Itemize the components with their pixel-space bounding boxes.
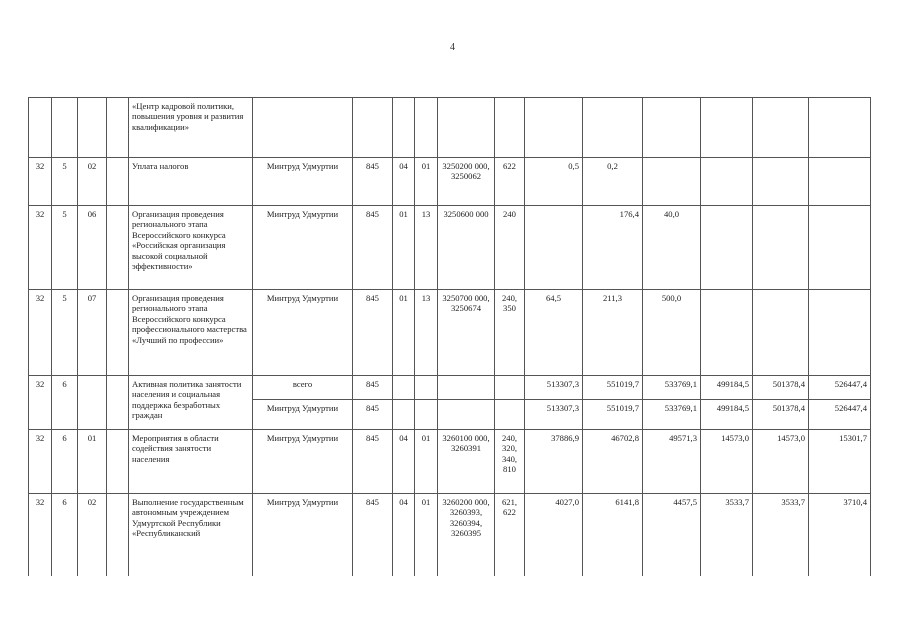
csr-cell: 3260100 000, 3260391 [438, 430, 495, 494]
table-row [29, 98, 871, 158]
pr-cell: 01 [415, 158, 438, 206]
value-cell: 14573,0 [701, 430, 753, 494]
value-cell: 499184,5 [701, 400, 753, 430]
grbs-cell: 845 [353, 400, 393, 430]
om-cell: 02 [78, 158, 107, 206]
m-cell [107, 98, 129, 158]
rz-cell: 04 [393, 158, 415, 206]
value-cell: 513307,3 [525, 400, 583, 430]
gp-cell: 32 [29, 494, 52, 576]
name-cell: Организация проведения регионального этапа Всероссийского конкурса «Российская организация высокой социальной эффективности» [129, 206, 253, 290]
value-cell [583, 98, 643, 158]
table-row [29, 158, 871, 206]
om-cell [78, 98, 107, 158]
pp-cell: 5 [52, 290, 78, 376]
value-cell: 4027,0 [525, 494, 583, 576]
gp-cell [29, 98, 52, 158]
value-cell: 501378,4 [753, 376, 809, 400]
csr-cell: 3250600 000 [438, 206, 495, 290]
table-row [29, 376, 871, 400]
value-cell [701, 158, 753, 206]
resp-cell: Минтруд Удмуртии [253, 206, 353, 290]
grbs-cell: 845 [353, 206, 393, 290]
value-cell [753, 206, 809, 290]
vr-cell [495, 98, 525, 158]
pp-cell: 6 [52, 376, 78, 430]
grbs-cell: 845 [353, 158, 393, 206]
resp-cell: Минтруд Удмуртии [253, 290, 353, 376]
value-cell [753, 158, 809, 206]
vr-cell: 622 [495, 158, 525, 206]
grbs-cell [353, 98, 393, 158]
rz-cell: 04 [393, 430, 415, 494]
rz-cell: 04 [393, 494, 415, 576]
value-cell: 0,2 [583, 158, 643, 206]
vr-cell: 621, 622 [495, 494, 525, 576]
value-cell: 499184,5 [701, 376, 753, 400]
pr-cell: 13 [415, 290, 438, 376]
m-cell [107, 376, 129, 430]
value-cell: 37886,9 [525, 430, 583, 494]
grbs-cell: 845 [353, 430, 393, 494]
name-cell: Уплата налогов [129, 158, 253, 206]
value-cell: 4457,5 [643, 494, 701, 576]
m-cell [107, 494, 129, 576]
value-cell [753, 290, 809, 376]
csr-cell [438, 400, 495, 430]
resp-cell: всего [253, 376, 353, 400]
vr-cell [495, 400, 525, 430]
gp-cell: 32 [29, 290, 52, 376]
pp-cell: 5 [52, 206, 78, 290]
value-cell: 533769,1 [643, 400, 701, 430]
value-cell: 533769,1 [643, 376, 701, 400]
m-cell [107, 206, 129, 290]
value-cell: 46702,8 [583, 430, 643, 494]
value-cell: 0,5 [525, 158, 583, 206]
value-cell [643, 158, 701, 206]
value-cell: 513307,3 [525, 376, 583, 400]
vr-cell: 240, 350 [495, 290, 525, 376]
csr-cell [438, 376, 495, 400]
value-cell: 551019,7 [583, 376, 643, 400]
value-cell: 15301,7 [809, 430, 871, 494]
value-cell [643, 98, 701, 158]
m-cell [107, 290, 129, 376]
pr-cell [415, 376, 438, 400]
value-cell: 526447,4 [809, 376, 871, 400]
rz-cell: 01 [393, 206, 415, 290]
resp-cell: Минтруд Удмуртии [253, 400, 353, 430]
pp-cell [52, 98, 78, 158]
name-cell: Активная политика занятости населения и социальная поддержка безработных граждан [129, 376, 253, 430]
value-cell: 176,4 [583, 206, 643, 290]
value-cell: 211,3 [583, 290, 643, 376]
value-cell: 3533,7 [753, 494, 809, 576]
gp-cell: 32 [29, 158, 52, 206]
table-row [29, 290, 871, 376]
resp-cell: Минтруд Удмуртии [253, 158, 353, 206]
gp-cell: 32 [29, 206, 52, 290]
value-cell [809, 290, 871, 376]
value-cell: 526447,4 [809, 400, 871, 430]
value-cell: 14573,0 [753, 430, 809, 494]
om-cell: 02 [78, 494, 107, 576]
table-row [29, 494, 871, 576]
rz-cell [393, 400, 415, 430]
value-cell: 3710,4 [809, 494, 871, 576]
csr-cell [438, 98, 495, 158]
table-row [29, 206, 871, 290]
rz-cell [393, 98, 415, 158]
value-cell [809, 158, 871, 206]
value-cell [753, 98, 809, 158]
rz-cell: 01 [393, 290, 415, 376]
resp-cell: Минтруд Удмуртии [253, 430, 353, 494]
page-number: 4 [450, 42, 455, 53]
csr-cell: 3250200 000, 3250062 [438, 158, 495, 206]
m-cell [107, 430, 129, 494]
name-cell: Организация проведения регионального этапа Всероссийского конкурса профессионального мастерства «Лучший по профессии» [129, 290, 253, 376]
value-cell: 64,5 [525, 290, 583, 376]
value-cell: 500,0 [643, 290, 701, 376]
grbs-cell: 845 [353, 290, 393, 376]
resp-cell: Минтруд Удмуртии [253, 494, 353, 576]
csr-cell: 3260200 000, 3260393, 3260394, 3260395 [438, 494, 495, 576]
gp-cell: 32 [29, 430, 52, 494]
pp-cell: 6 [52, 430, 78, 494]
pr-cell: 13 [415, 206, 438, 290]
pr-cell: 01 [415, 430, 438, 494]
resp-cell [253, 98, 353, 158]
pp-cell: 5 [52, 158, 78, 206]
name-cell: Мероприятия в области содействия занятости населения [129, 430, 253, 494]
vr-cell: 240, 320, 340, 810 [495, 430, 525, 494]
value-cell [525, 206, 583, 290]
om-cell [78, 376, 107, 430]
value-cell [525, 98, 583, 158]
om-cell: 06 [78, 206, 107, 290]
value-cell [701, 98, 753, 158]
rz-cell [393, 376, 415, 400]
pr-cell: 01 [415, 494, 438, 576]
om-cell: 07 [78, 290, 107, 376]
value-cell: 6141,8 [583, 494, 643, 576]
pp-cell: 6 [52, 494, 78, 576]
gp-cell: 32 [29, 376, 52, 430]
vr-cell [495, 376, 525, 400]
grbs-cell: 845 [353, 376, 393, 400]
pr-cell [415, 98, 438, 158]
value-cell [809, 98, 871, 158]
value-cell [701, 290, 753, 376]
value-cell: 49571,3 [643, 430, 701, 494]
csr-cell: 3250700 000, 3250674 [438, 290, 495, 376]
table-row [29, 430, 871, 494]
value-cell: 551019,7 [583, 400, 643, 430]
budget-table [28, 97, 871, 576]
grbs-cell: 845 [353, 494, 393, 576]
value-cell [809, 206, 871, 290]
value-cell: 3533,7 [701, 494, 753, 576]
value-cell: 501378,4 [753, 400, 809, 430]
name-cell: Выполнение государственным автономным учреждением Удмуртской Республики «Республиканский [129, 494, 253, 576]
value-cell: 40,0 [643, 206, 701, 290]
om-cell: 01 [78, 430, 107, 494]
vr-cell: 240 [495, 206, 525, 290]
m-cell [107, 158, 129, 206]
value-cell [701, 206, 753, 290]
pr-cell [415, 400, 438, 430]
name-cell: «Центр кадровой политики, повышения уровня и развития квалификации» [129, 98, 253, 158]
